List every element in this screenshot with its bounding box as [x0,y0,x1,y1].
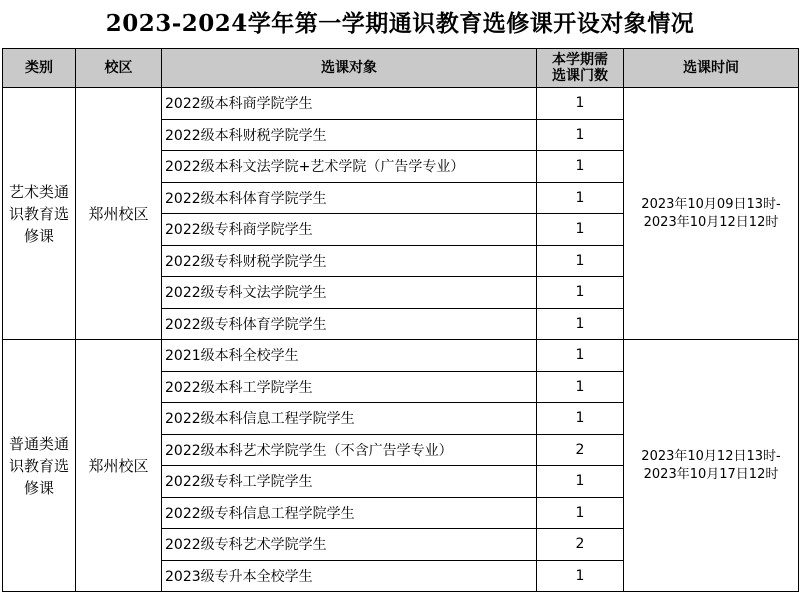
target-cell: 2022级本科信息工程学院学生 [162,403,537,435]
target-cell: 2022级专科工学院学生 [162,466,537,498]
target-cell: 2022级本科商学院学生 [162,88,537,120]
target-cell: 2022级本科工学院学生 [162,371,537,403]
target-cell: 2022级专科信息工程学院学生 [162,497,537,529]
target-cell: 2022级本科财税学院学生 [162,119,537,151]
count-cell: 1 [537,403,624,435]
count-cell: 1 [537,245,624,277]
category-line: 修课 [23,226,54,245]
count-cell: 1 [537,340,624,372]
category-line: 艺术类通 [8,182,69,201]
category-cell [3,88,76,340]
count-cell: 1 [537,308,624,340]
category-line: 识教育选 [8,456,69,475]
count-cell: 1 [537,466,624,498]
table-row [3,340,799,372]
category-line: 识教育选 [8,204,69,223]
count-cell: 1 [537,371,624,403]
target-cell: 2022级专科体育学院学生 [162,308,537,340]
time-line-start: 2023年10月09日13时- [641,196,781,212]
table-row [3,88,799,120]
table-header-row [3,49,799,88]
target-cell: 2022级专科文法学院学生 [162,277,537,309]
target-cell: 2022级本科文法学院+艺术学院（广告学专业） [162,151,537,183]
time-cell [624,88,799,340]
target-cell: 2022级本科艺术学院学生（不含广告学专业） [162,434,537,466]
header-count-line1: 本学期需 [552,52,608,68]
header-category: 类别 [3,49,76,88]
header-target: 选课对象 [162,49,537,88]
campus-cell: 郑州校区 [76,340,162,592]
target-cell: 2021级本科全校学生 [162,340,537,372]
time-line-end: 2023年10月12日12时 [643,214,779,230]
page-title: 2023-2024学年第一学期通识教育选修课开设对象情况 [105,10,695,37]
target-cell: 2022级专科艺术学院学生 [162,529,537,561]
target-cell: 2022级专科商学院学生 [162,214,537,246]
target-cell: 2022级本科体育学院学生 [162,182,537,214]
header-count [537,49,624,88]
count-cell: 1 [537,560,624,592]
count-cell: 2 [537,434,624,466]
target-cell: 2022级专科财税学院学生 [162,245,537,277]
time-cell [624,340,799,592]
time-line-end: 2023年10月17日12时 [643,466,779,482]
time-line-start: 2023年10月12日13时- [641,448,781,464]
count-cell: 1 [537,497,624,529]
campus-cell: 郑州校区 [76,88,162,340]
count-cell: 1 [537,88,624,120]
count-cell: 1 [537,119,624,151]
count-cell: 2 [537,529,624,561]
header-campus: 校区 [76,49,162,88]
category-line: 修课 [23,478,54,497]
count-cell: 1 [537,214,624,246]
category-cell [3,340,76,592]
course-table [2,48,799,592]
header-count-line2: 选课门数 [552,68,608,84]
category-line: 普通类通 [8,434,69,453]
count-cell: 1 [537,182,624,214]
header-time: 选课时间 [624,49,799,88]
count-cell: 1 [537,277,624,309]
count-cell: 1 [537,151,624,183]
target-cell: 2023级专升本全校学生 [162,560,537,592]
